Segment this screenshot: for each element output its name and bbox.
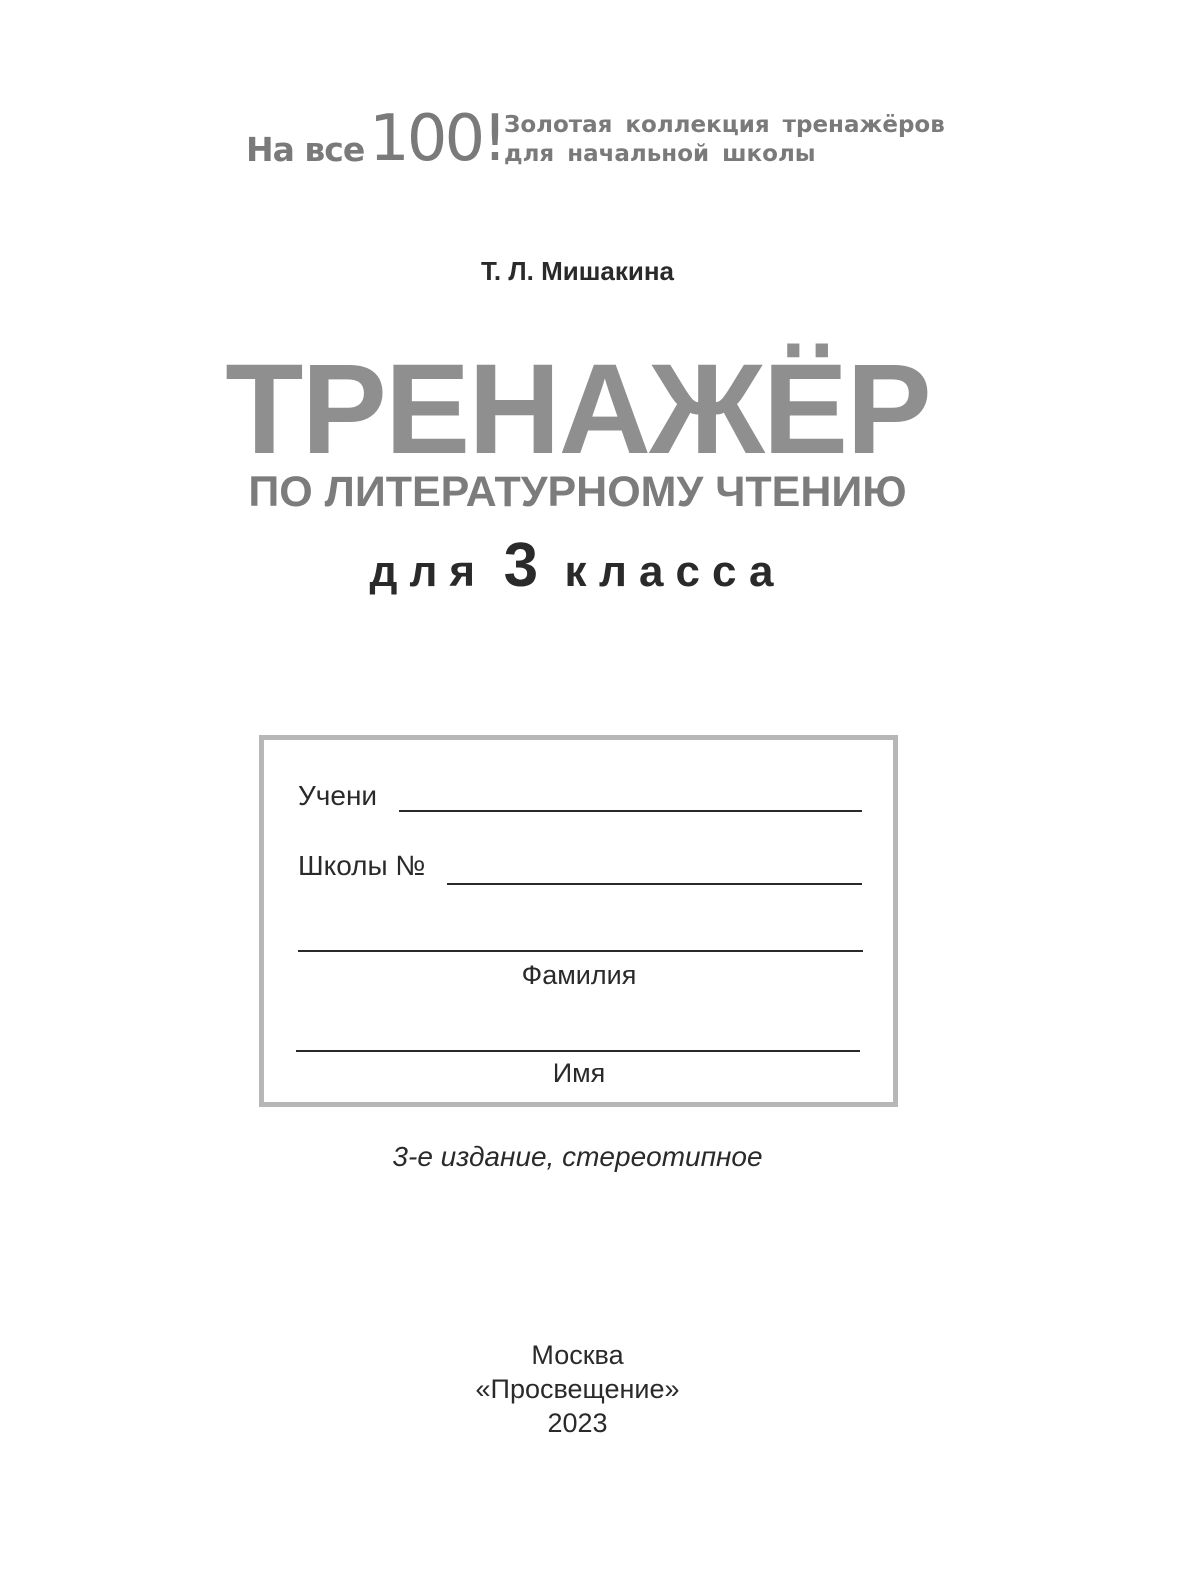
grade-prefix: для bbox=[369, 547, 488, 596]
name-line[interactable] bbox=[296, 1050, 860, 1052]
imprint-publisher: «Просвещение» bbox=[475, 1374, 680, 1404]
imprint bbox=[0, 1338, 1155, 1440]
student-label: Учени bbox=[298, 780, 378, 811]
school-line[interactable] bbox=[447, 883, 862, 885]
owner-form bbox=[259, 735, 898, 1107]
surname-line[interactable] bbox=[298, 950, 863, 952]
edition-note: 3-е издание, стереотипное bbox=[392, 1141, 763, 1172]
series-subtitle-line1: Золотая коллекция тренажёров bbox=[504, 112, 945, 138]
imprint-city: Москва bbox=[531, 1340, 624, 1370]
student-line[interactable] bbox=[399, 810, 862, 812]
surname-caption: Фамилия bbox=[521, 960, 637, 990]
grade-suffix: класса bbox=[564, 547, 786, 596]
series-lead: На все bbox=[246, 130, 365, 169]
name-caption: Имя bbox=[552, 1058, 606, 1088]
school-label: Школы № bbox=[298, 850, 426, 881]
author-name: Т. Л. Мишакина bbox=[480, 256, 675, 286]
grade-line bbox=[0, 530, 1155, 601]
series-header bbox=[246, 100, 966, 180]
series-subtitle-line2: для начальной школы bbox=[504, 141, 816, 167]
imprint-year: 2023 bbox=[547, 1408, 608, 1438]
book-subtitle: ПО ЛИТЕРАТУРНОМУ ЧТЕНИЮ bbox=[248, 468, 907, 516]
series-number: 100! bbox=[369, 102, 505, 176]
book-title: ТРЕНАЖЁР bbox=[225, 338, 930, 481]
grade-number: 3 bbox=[503, 531, 539, 600]
